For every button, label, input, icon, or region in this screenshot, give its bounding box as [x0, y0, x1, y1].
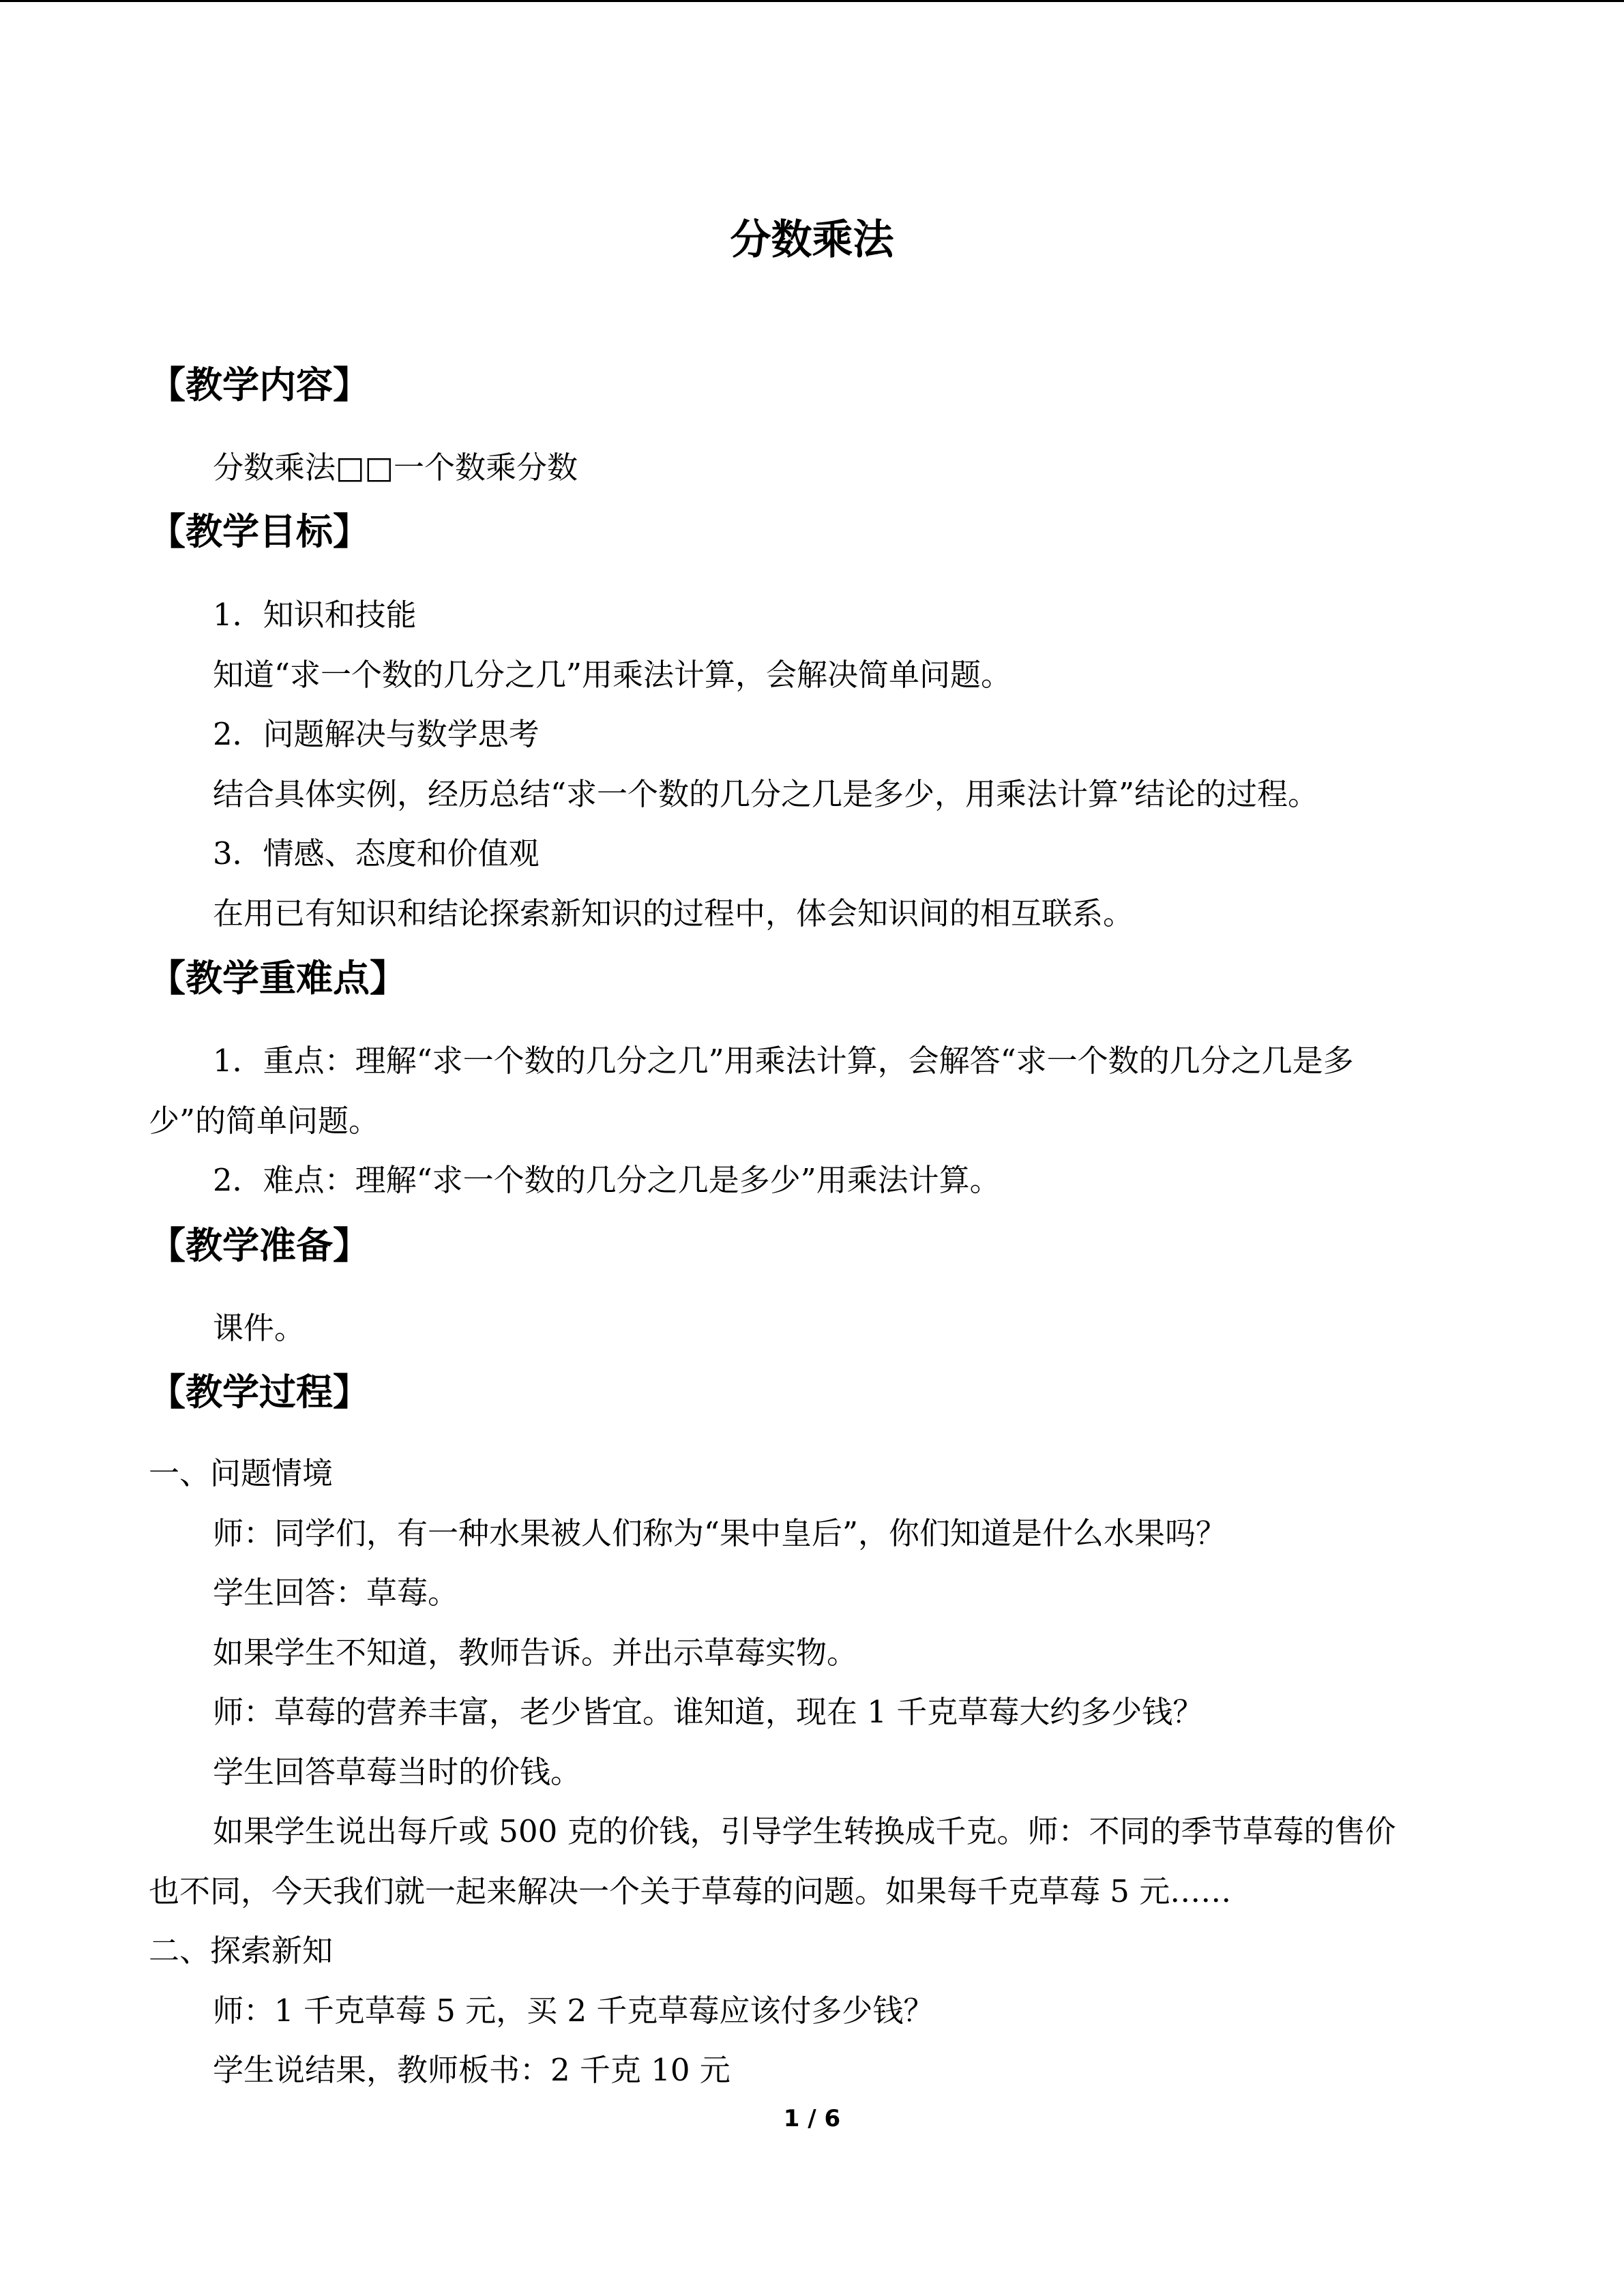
top-border: [0, 0, 1624, 2]
process-line: 学生回答草莓当时的价钱。: [213, 1754, 582, 1790]
key-points-line: 少”的简单问题。: [149, 1103, 380, 1139]
preparation-line: 课件。: [213, 1310, 306, 1346]
process-subheading: 二、探索新知: [149, 1933, 334, 1969]
page-number: 1 / 6: [783, 2105, 841, 2132]
process-line: 学生回答：草莓。: [213, 1575, 459, 1611]
key-points-line: 2．难点：理解“求一个数的几分之几是多少”用乘法计算。: [213, 1162, 1001, 1198]
goals-line: 1．知识和技能: [213, 597, 417, 633]
section-heading-goals: 【教学目标】: [149, 510, 370, 553]
process-line: 学生说结果，教师板书：2 千克 10 元: [213, 2052, 730, 2088]
process-line: 也不同，今天我们就一起来解决一个关于草莓的问题。如果每千克草莓 5 元……: [149, 1873, 1232, 1909]
goals-line: 2．问题解决与数学思考: [213, 716, 540, 752]
process-line: 如果学生不知道，教师告诉。并出示草莓实物。: [213, 1635, 858, 1671]
goals-line: 在用已有知识和结论探索新知识的过程中，体会知识间的相互联系。: [213, 895, 1134, 931]
key-points-line: 1．重点：理解“求一个数的几分之几”用乘法计算，会解答“求一个数的几分之几是多: [213, 1043, 1354, 1079]
goals-line: 结合具体实例，经历总结“求一个数的几分之几是多少，用乘法计算”结论的过程。: [213, 776, 1319, 812]
content-line: 分数乘法□□一个数乘分数: [213, 449, 578, 486]
section-heading-process: 【教学过程】: [149, 1371, 370, 1414]
goals-line: 3．情感、态度和价值观: [213, 835, 540, 871]
section-heading-preparation: 【教学准备】: [149, 1224, 370, 1267]
section-heading-content: 【教学内容】: [149, 363, 370, 406]
process-line: 师：1 千克草莓 5 元，买 2 千克草莓应该付多少钱？: [213, 1993, 934, 2029]
process-line: 师：同学们，有一种水果被人们称为“果中皇后”，你们知道是什么水果吗？: [213, 1515, 1227, 1551]
document-title: 分数乘法: [730, 216, 894, 264]
process-line: 师：草莓的营养丰富，老少皆宜。谁知道，现在 1 千克草莓大约多少钱？: [213, 1694, 1204, 1730]
process-subheading: 一、问题情境: [149, 1455, 334, 1491]
process-line: 如果学生说出每斤或 500 克的价钱，引导学生转换成千克。师：不同的季节草莓的售价: [213, 1813, 1396, 1849]
section-heading-key-points: 【教学重难点】: [149, 957, 407, 1000]
goals-line: 知道“求一个数的几分之几”用乘法计算，会解决简单问题。: [213, 657, 1012, 693]
